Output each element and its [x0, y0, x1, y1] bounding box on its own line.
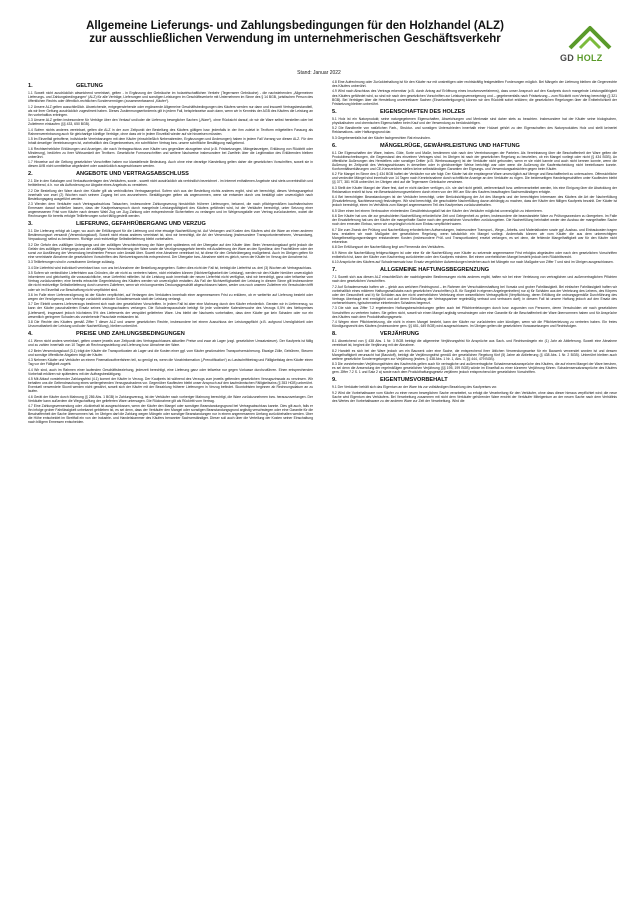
clause-paragraph: 4.1 Wenn nicht anders vereinbart, gelten unsere jeweils zum Zeitpunkt des Vertragsschlusses aktuellen Preise und zwar ab Lager (zzgl. gesetzlicher Umsatzsteuer). Der Kaufpreis ist fällig und zu zahlen innerhalb von 10 Tagen ab Rechnungsstellung und Lieferung bzw. Abnahme der Ware. — [28, 339, 313, 348]
clause-paragraph: 3.5 Sofern wir verbindliche Lieferfristen aus Gründen, die wir nicht zu vertreten haben, nicht einhalten können (Nichtverfügbarkeit der Leistung), werden wir den Käufer hierüber unverzüglich informieren und gleichzeitig die voraussichtliche, neue Lieferfrist mitteilen. Ist die Leistung auch innerhalb der neuen Lieferfrist nicht verfügbar, sind wir berechtigt, ganz oder teilweise vom Vertrag zurückzutreten; eine bereits erbrachte Gegenleistung des Käufers werden wir unverzüglich erstatten. Als Fall der Nichtverfügbarkeit der Leistung in diesem Sinne gilt insbesondere die nicht rechtzeitige Selbstbelieferung durch unseren Zulieferer, wenn wir ein kongruentes Deckungsgeschäft abgeschlossen haben, weder uns noch unseren Zulieferer ein Verschulden trifft oder wir im Einzelfall zur Beschaffung nicht verpflichtet sind. — [28, 271, 313, 292]
clause-paragraph: 9.1 Der Verkäufer behält sich das Eigentum an der Ware bis zur vollständigen Bezahlung des Kaufpreises vor. — [332, 385, 498, 390]
section-title: PREISE UND ZAHLUNGSBEDINGUNGEN — [76, 331, 185, 338]
section-title: GELTUNG — [76, 83, 103, 89]
clause-paragraph: 1.7 Hinweise auf die Geltung gesetzlicher Vorschriften haben nur klarstellende Bedeutung. Auch ohne eine derartige Klarstellung gelten daher die gesetzlichen Vorschriften, soweit sie in diesen AVB nicht unmittelbar abgeändert oder ausdrücklich ausgeschlossen werden. — [28, 160, 313, 169]
document-title — [40, 20, 550, 46]
clause-paragraph: 2.1 Die in den Katalogen und Verkaufsunterlagen des Verkäufers, sowie - soweit nicht ausdrücklich als verbindlich bezeichnet - im Internet enthaltenen Angebote sind stets unverbindlich und freibleibend, d.h. nur als Aufforderung zur Abgabe eines Angebots zu verstehen. — [28, 179, 313, 188]
logo-text-holz: HOLZ — [576, 53, 603, 63]
clause-paragraph: 3.4 Die Lieferfrist wird individuell vereinbart bzw. von uns bei Annahme der Bestellung angegeben. Sofern dies nicht der Fall ist, beträgt die Lieferfrist ca. drei (3) Wochen ab Vertragsschluss. — [28, 265, 312, 270]
section-heading — [332, 267, 617, 274]
revision-date: Stand: Januar 2022 — [297, 70, 341, 76]
clause-paragraph: 1.1 Soweit nicht ausdrücklich abweichend vereinbart, gelten - in Ergänzung der Gebräuche im holzwirtschaftlichen Verkehr (Tegernseer Gebräuche) - die nachstehenden „Allgemeinen Lieferungs- und Zahlungsbedingungen“ (ALZ) für alle Verträge, Lieferungen und sonstigen Leistungen im Geschäftsverkehr mit Unternehmen im Sinne des § 14 BGB, juristischen Person des öffentlichen Rechts oder öffentlich-rechtlichen Sondervermögen (zusammenfassend „Käufer“). — [28, 91, 313, 104]
section-number: 1. — [28, 83, 33, 89]
clause-paragraph: 6.6 Der Käufer hat uns die zur geschuldeten Nacherfüllung erforderliche Zeit und Gelegenheit zu geben, insbesondere die beanstandete Ware zu Prüfungszwecken zu übergeben. Im Falle der Ersatzlieferung hat uns der Käufer die mangelhafte Sache nach den gesetzlichen Vorschriften zurückzugeben. Die Nacherfüllung beinhaltet weder den Ausbau der mangelhaften Sache noch den erneuten Einbau, wenn wir ursprünglich nicht zum Einbau verpflichtet waren. — [332, 214, 617, 227]
left-text-column — [28, 80, 313, 895]
clause-paragraph: 4.6 Gerät der Käufer durch Mahnung (§ 286 Abs. 1 BGB) in Zahlungsverzug, ist der Verkäufer nach vorheriger Mahnung berechtigt, die Ware zurückzunehmen bzw. herauszuverlangen. Der Verkäufer kann außerdem die Wegschaffung der gelieferten Ware untersagen. Die Rücknahme gilt als Rücktritt vom Vertrag. — [28, 394, 313, 403]
clause-paragraph: 3.8 Die Rechte des Käufers gemäß Ziffer 7 dieser ALZ und unsere gesetzlichen Rechte, insbesondere bei einem Ausschluss der Leistungspflicht (z.B. aufgrund Unmöglichkeit oder Unzumutbarkeit der Leistung und/oder Nacherfüllung), bleiben unberührt. — [28, 320, 313, 329]
clause-paragraph: 8.2 Handelt es sich bei der Ware jedoch um ein Bauwerk oder eine Sache, die entsprechend ihrer üblichen Verwendungsweise für ein Bauwerk verwendet worden ist und dessen Mangelhaftigkeit verursacht hat (Baustoff), beträgt die Verjährungsfrist gemäß der gesetzlichen Regelung fünf (5) Jahre ab Ablieferung (§ 438 Abs. 1 Nr. 2 BGB). Unberührt bleiben auch weitere gesetzliche Sonderregelungen zur Verjährung (insbes. § 438 Abs. 1 Nr. 1, Abs. 3, §§ 444, 479 BGB). — [332, 348, 617, 361]
section-number: 5. — [332, 108, 337, 115]
clause-paragraph: 3.2 Die Gefahr des zufälligen Untergangs und der zufälligen Verschlechterung der Ware geht spätestens mit der Übergabe auf den Käufer über. Beim Versendungskauf geht jedoch die Gefahr des zufälligen Untergangs und der zufälligen Verschlechterung der Ware sowie die Verzögerungsgefahr bereits mit Auslieferung der Ware an den Spediteur, den Frachtführer oder der sonst zur Ausführung der Versendung bestimmten Person oder Anstalt über. Soweit eine Abnahme vereinbart ist, ist diese für den Gefahrübergang maßgebend. Auch im Übrigen gelten für eine vereinbarte Abnahme die gesetzlichen Vorschriften des Werkvertragsrechts entsprechend. Der Übergabe bzw. Abnahme steht es gleich, wenn der Käufer im Verzug der Annahme ist. — [28, 242, 313, 260]
clause-paragraph: 6.2 Für Mangel im Sinne des § 434 BGB haftet der Verkäufer nur wie folgt: Der Käufer hat die empfangene Ware unverzüglich auf Menge und Beschaffenheit zu untersuchen. Offensichtliche und verdeckte Mängel sind innerhalb von 14 Tagen nach Kenntnisnahme durch schriftliche Anzeige an den Verkäufer zu rügen. Die beiderseitigen Handelsgeschäften unter Kaufleuten bleibt §§ 377, 381 HGB unberührt. Im Übrigen wird auf die Tegernseer Gebräuche verwiesen. — [332, 172, 617, 185]
clause-paragraph: 1.4 Sofern nichts anderes vereinbart, gelten die ALZ in der zum Zeitpunkt der Bestellung des Käufers gültigen bzw. jedenfalls in der ihm zuletzt in Textform mitgeteilten Fassung als Rahmenvereinbarung auch für gleichartige künftige Verträge, ohne dass wir in jedem Einzelfall wieder auf sie hinweisen müssten. — [28, 127, 313, 136]
clause-paragraph: 3.3 Teillieferungen sind in zumutbarem Umfange zulässig. — [28, 260, 115, 265]
title-line-2: zur ausschließlichen Verwendung im unternehmerischen Geschäftsverkehr — [89, 33, 501, 45]
section-heading — [28, 331, 313, 338]
section-number: 8. — [332, 331, 337, 338]
clause-paragraph: 8.1 Abweichend von § 438 Abs. 1 Nr. 3 BGB beträgt die allgemeine Verjährungsfrist für Ansprüche aus Sach- und Rechtsmängeln ein (1) Jahr ab Ablieferung. Soweit eine Abnahme vereinbart ist, beginnt die Verjährung mit der Abnahme. — [332, 339, 617, 348]
clause-paragraph: 7.2 Auf Schadensersatz haften wir – gleich aus welchem Rechtsgrund – im Rahmen der Verschuldenshaftung bei Vorsatz und grober Fahrlässigkeit. Bei einfacher Fahrlässigkeit haften wir vorbehaltlich eines milderen Haftungsmaßstabs nach gesetzlichen Vorschriften (z.B. für Sorgfalt in eigenen Angelegenheiten) nur a) für Schäden aus der Verletzung des Lebens, des Körpers oder der Gesundheit und b) für Schäden aus der nicht unerheblichen Verletzung einer wesentlichen Vertragspflicht (Verpflichtung, deren Erfüllung die ordnungsgemäße Durchführung des Vertrags überhaupt erst ermöglicht und auf deren Einhaltung der Vertragspartner regelmäßig vertraut und vertrauen darf); in diesem Fall ist unsere Haftung jedoch auf den Ersatz des vorhersehbaren, typischerweise eintretenden Schadens begrenzt. — [332, 284, 617, 306]
section-number: 4. — [28, 331, 33, 338]
clause-paragraph: 5.1 Holz ist ein Naturprodukt; seine naturgegebenen Eigenschaften, Abweichungen und Merkmale sind daher stets zu beachten. Insbesondere hat der Käufer seine biologischen, physikalischen und chemischen Eigenschaften beim Kauf und der Verwendung zu berücksichtigen. — [332, 116, 617, 125]
section-title: VERJÄHRUNG — [380, 331, 420, 338]
clause-paragraph: 4.5 Mit Ablauf vorstehender Zahlungsfrist (4.1) kommt der Käufer in Verzug. Der Kaufpreis ist während des Verzugs zum jeweils geltenden gesetzlichen Verzugszinssatz zu verzinsen. Wir behalten uns die Geltendmachung eines weitergehenden Verzugsschadens vor. Gegenüber Kaufleuten bleibt unser Anspruch auf den kaufmännischen Fälligkeitszins (§ 353 HGB) unberührt. Eventuell verwendete Skonti werden nicht gewährt, soweit sich der Käufer mit der Bezahlung früherer Lieferungen in Verzug befindet. Skontofristen beginnen ab Rechnungsdatum an zu laufen. — [28, 377, 313, 394]
clause-paragraph: 1.5 Im Einzelfall getroffene, individuelle Vereinbarungen mit dem Käufer (einschließlich Nebenabreden, Ergänzungen und Änderungen) haben in jedem Fall Vorrang vor diesen ALZ. Für den Inhalt derartiger Vereinbarungen ist, vorbehaltlich des Gegenbeweises, ein schriftlicher Vertrag bzw. unsere schriftliche Bestätigung maßgebend. — [28, 137, 313, 146]
clause-paragraph: 6.10 Ansprüche des Käufers auf Schadensersatz bzw. Ersatz vergeblicher Aufwendungen bestehen auch bei Mängeln nur nach Maßgabe von Ziffer 7 und sind im Übrigen ausgeschlossen. — [332, 260, 614, 265]
clause-paragraph: 3.7 Der Eintritt unseres Lieferverzugs bestimmt sich nach den gesetzlichen Vorschriften. In jedem Fall ist aber eine Mahnung durch den Käufer erforderlich. Geraten wir in Lieferverzug, so kann der Käufer pauschalierten Ersatz seines Verzugsschadens verlangen. Die Schadenspauschale beträgt für jede vollendete Kalenderwoche des Verzugs 0,5% des Nettopreises (Lieferwert), insgesamt jedoch höchstens 5% des Lieferwerts der verspätet gelieferten Ware. Uns bleibt der Nachweis vorbehalten, dass dem Käufer gar kein Schaden oder nur ein wesentlich geringerer Schaden als vorstehende Pauschale entstanden ist. — [28, 302, 313, 319]
clause-paragraph: 2.2 Die Bestellung der Ware durch den Käufer gilt als verbindliches Vertragsangebot. Sofern sich aus der Bestellung nichts anderes ergibt, sind wir berechtigt, dieses Vertragsangebot innerhalb von zwei (2) Wochen nach seinem Zugang bei uns anzunehmen. Bestätigungen gelten als angenommen, wenn sie entweder durch uns bestätigt oder unverzüglich nach Bestellungsgang ausgeführt werden. — [28, 188, 313, 201]
clause-paragraph: 6.8 Der Erfüllungsort der Nacherfüllung liegt am Firmensitz des Verkäufers. — [332, 245, 445, 250]
clause-paragraph: 6.3 Stellt der Käufer Mangel der Ware fest, darf er nicht darüber verfügen, d.h. sie darf nicht geteilt, weiterverkauft bzw. weiterverarbeitet werden, bis eine Einigung über die Abwicklung der Reklamation erzielt ist bzw. ein Beweissicherungsverfahren durch einen von der IHK am Sitz des Kaufers beauftragten Sachverständigen erfolgte. — [332, 185, 617, 194]
tree-roof-icon — [568, 22, 612, 52]
section-heading — [332, 377, 617, 384]
clause-paragraph: 6.9 Wenn die Nacherfüllung fehlgeschlagen ist oder eine für die Nacherfüllung vom Käufer zu setzende angemessene Frist erfolglos abgelaufen oder nach den gesetzlichen Vorschriften entbehrlich ist, kann der Käufer vom Kaufvertrag zurücktreten oder den Kaufpreis mindern. Bei einem unerheblichen Mangel besteht jedoch kein Rücktrittsrecht. — [332, 250, 617, 259]
clause-paragraph: 4.2 Beim Versendungskauf (3.1) trägt der Käufer die Transportkosten ab Lager und die Kosten einer ggf. vom Käufer gewünschten Transportversicherung. Etwaige Zölle, Gebühren, Steuern und sonstige öffentliche Abgaben trägt der Käufer. — [28, 348, 313, 357]
right-text-column — [332, 80, 617, 895]
section-title: ANGEBOTE UND VERTRAGSABSCHLUSS — [76, 171, 189, 178]
section-heading — [28, 171, 313, 178]
logo-text-gd: GD — [560, 53, 577, 63]
title-line-1: Allgemeine Lieferungs- und Zahlungsbedingungen für den Holzhandel (ALZ) — [86, 20, 504, 32]
clause-paragraph: 6.4 Bei berechtigten Beanstandungen ist der Verkäufer berechtigt, unter Berücksichtigung der Art des Mangels und der berechtigten Interessen des Käufers die Art der Nacherfüllung (Ersatzlieferung, Nachbesserung) festzulegen. Wir sind berechtigt, die geschuldete Nacherfüllung davon abhängig zu machen, dass der Käufer den fälligen Kaufpreis bezahlt. Der Käufer ist jedoch berechtigt, einen im Verhältnis zum Mangel angemessenen Teil des Kaufpreises zurückzubehalten. — [332, 195, 617, 208]
clause-paragraph: 6.5 Über einen bei einem Verbraucher eintretenden Gewährleistungsfall hat der Käufer den Verkäufer möglichst unverzüglich zu informieren. — [332, 208, 543, 213]
clause-paragraph: 7.1 Soweit sich aus diesen ALZ einschließlich der nachfolgenden Bestimmungen nichts anderes ergibt, haften wir bei einer Verletzung von vertraglichen und außervertraglichen Pflichten nach den gesetzlichen Vorschriften. — [332, 275, 617, 284]
clause-paragraph: 4.9 Wird nach Abschluss des Vertrags erkennbar (z.B. durch Antrag auf Eröffnung eines Insolvenzverfahrens), dass unser Anspruch auf den Kaufpreis durch mangelnde Leistungsfähigkeit des Käufers gefährdet wird, so sind wir nach den gesetzlichen Vorschriften zur Leistungsverweigerung und – gegebenenfalls nach Fristsetzung – zum Rücktritt vom Vertrag berechtigt (§ 321 BGB). Bei Verträgen über die Herstellung unvertretbarer Sachen (Einzelanfertigungen) können wir den Rücktritt sofort erklären; die gesetzlichen Regelungen über die Entbehrlichkeit der Fristsetzung bleiben unberührt. — [332, 89, 617, 106]
section-title: LIEFERUNG, GEFAHRÜBERGANG UND VERZUG — [76, 221, 206, 228]
section-heading — [332, 331, 617, 338]
clause-paragraph: 5.2 Die Bandbreite von natürlichen Farb-, Struktur- und sonstigen Unterschieden innerhalb einer Holzart gehört zu den Eigenschaften des Naturproduktes Holz und stellt keinerlei Reklamations- oder Haftungsgrund dar. — [332, 126, 617, 135]
section-title: EIGENSCHAFTEN DES HOLZES — [380, 108, 466, 115]
section-title: ALLGEMEINE HAFTUNGSBEGRENZUNG — [380, 267, 490, 274]
clause-paragraph: 4.8 Eine Aufrechnung oder Zurückbehaltung ist für den Käufer nur mit unstreitigen oder rechtskräftig festgestellten Forderungen möglich. Bei Mängeln der Lieferung bleiben die Gegenrechte des Käufers unberührt. — [332, 80, 617, 89]
clause-paragraph: 8.3 Die vorstehenden Verjährungsfristen des Kaufrechts gelten auch für vertragliche und außervertragliche Schadensersatzansprüche des Käufers, die auf einem Mangel der Ware beruhen, es sei denn die Anwendung der regelmäßigen gesetzlichen Verjährung (§§ 195, 199 BGB) würde im Einzelfall zu einer kürzeren Verjährung führen. Schadensersatzansprüche des Käufers gem. Ziffer 7.2 S. 1 und Satz 2 a) sowie nach dem Produkthaftungsgesetz verjähren jedoch entsprechend der gesetzlichen Vorschriften. — [332, 362, 617, 375]
clause-paragraph: 7.4 Wegen einer Pflichtverletzung, die nicht in einem Mangel besteht, kann der Käufer nur zurücktreten oder kündigen, wenn wir die Pflichtverletzung zu vertreten haben. Ein freies Kündigungsrecht des Käufers (insbesondere gem. §§ 651, 649 BGB) wird ausgeschlossen. Im Übrigen gelten die gesetzlichen Voraussetzungen und Rechtsfolgen. — [332, 320, 617, 329]
clause-paragraph: 7.3 Die sich aus Ziffer 7.2 ergebenden Haftungsbeschränkungen gelten auch bei Pflichtverletzungen durch bzw. zugunsten von Personen, deren Verschulden wir nach gesetzlichen Vorschriften zu vertreten haben. Sie gelten nicht, soweit wir einen Mangel arglistig verschwiegen oder eine Garantie für die Beschaffenheit der Ware übernommen haben und für Ansprüche des Käufers nach dem Produkthaftungsgesetz. — [332, 306, 617, 319]
clause-paragraph: 1.3 Unsere ALZ gelten insbesondere für Verträge über den Verkauf und/oder die Lieferung beweglicher Sachen („Ware“), ohne Rücksicht darauf, ob wir die Ware selbst herstellen oder bei Zulieferern einkaufen (§§ 433, 650 BGB). — [28, 118, 313, 127]
section-heading — [332, 109, 617, 116]
clause-paragraph: 9.2 Wird die Vorbehaltsware vom Käufer zu einer neuen beweglichen Sache verarbeitet, so erfolgt die Verarbeitung für den Verkäufer, ohne dass dieser hieraus verpflichtet wird; die neue Sache wird Eigentum des Verkäufers. Bei Verarbeitung zusammen mit nicht dem Verkäufer gehörender Ware erwirbt der Verkäufer Miteigentum an der neuen Sache nach dem Verhältnis des Wertes der Vorbehaltsware zu der anderen Ware zur Zeit der Verarbeitung. Wird die — [332, 390, 617, 403]
clause-paragraph: 4.4 Wir sind, auch im Rahmen einer laufenden Geschäftsbeziehung, jederzeit berechtigt, eine Lieferung ganz oder teilweise nur gegen Vorkasse durchzuführen. Einen entsprechenden Vorbehalt erklären wir spätestens mit der Auftragsbestätigung. — [28, 367, 313, 376]
clause-paragraph: 6.1 Die Eigenschaften der Ware, insbes. Güte, Sorte und Maße, bestimmen sich nach den Vereinbarungen der Parteien. Als Vereinbarung über die Beschaffenheit der Ware gelten die Produktbeschreibungen, die Gegenstand des einzelnen Vertrages sind. Im Übrigen ist nach der gesetzlichen Regelung zu beurteilen, ob ein Mangel vorliegt oder nicht (§ 434 BGB). An öffentliche Äußerungen des Herstellers oder sonstiger Dritter (z.B. Werbeaussagen) ist der Verkäufer nicht gebunden, wenn er sie nicht kannte und auch nicht kennen konnte, wenn die Äußerung im Zeitpunkt des Vertragsschlusses in derselben oder in gleichwertiger Weise berichtigt war oder wenn die Äußerung die Kaufentscheidung nicht beeinflussen konnte. Konformitätserklärungen und CE-Kennzeichen stellen keine selbstständigen Garantien der Eignungs- und Verwendungsabsichten gegen beim Käufer. — [332, 150, 617, 171]
section-number: 6. — [332, 142, 337, 149]
clause-paragraph: 6.7 Die zum Zweck der Prüfung und Nacherfüllung erforderlichen Aufwendungen, insbesondere Transport-, Wege-, Arbeits- und Materialkosten sowie ggf. Ausbau- und Einbaukosten tragen bzw. erstatten wir nach Maßgabe der gesetzlichen Regelung, wenn tatsächlich ein Mangel vorliegt. Andernfalls können wir vom Käufer die aus dem unberechtigten Mangelbeseitigungsverlangen entstandenen Kosten (insbesondere Prüf- und Transportkosten) ersetzt verlangen, es sei denn, die fehlende Mangelhaftigkeit war für den Käufer nicht erkennbar. — [332, 227, 617, 244]
clause-paragraph: 1.2 Unsere ALZ gelten ausschließlich. Abweichende, entgegenstehende oder ergänzende Allgemeine Geschäftsbedingungen des Käufers werden nur dann und insoweit Vertragsbestandteil, als wir ihrer Geltung ausdrücklich zugestimmt haben. Dieses Zustimmungserfordernis gilt in jedem Fall, beispielsweise auch dann, wenn wir in Kenntnis der AGB des Käufers die Leistung an ihn vorbehaltlos erbringen. — [28, 104, 313, 117]
section-number: 3. — [28, 221, 33, 228]
clause-paragraph: 1.6 Rechtserhebliche Erklärungen und Anzeigen, die nach Vertragsschluss vom Käufer uns gegenüber abzugeben sind (z.B. Fristsetzungen, Mängelanzeigen, Erklärung von Rücktritt oder Minderung), bedürfen zu ihrer Wirksamkeit der Textform. Gesetzliche Formvorschriften und weitere Nachweise insbesondere bei Zweifeln über die Legitimation des Erklärenden bleiben unberührt. — [28, 146, 313, 159]
section-heading — [332, 143, 617, 150]
section-title: EIGENTUMSVORBEHALT — [380, 377, 448, 384]
clause-paragraph: 5.3 Gegebenenfalls hat der Käufer fachgerechten Rat einzuholen. — [332, 135, 431, 140]
section-number: 7. — [332, 267, 337, 274]
clause-paragraph: 4.7 Eine Zahlungsverwendung oder -rückbehalt ist ausgeschlossen, wenn der Käufer den Mangel oder sonstigen Beanstandungsgrund bei Vertragsabschluss kannte. Dies gilt auch, falls er ihn infolge grober Fahrlässigkeit unbekannt geblieben ist, es sei denn, dass der Verkäufer den Mangel oder sonstigen Beanstandungsgrund arglistig verschwiegen oder eine Garantie für die Beschaffenheit der Sache übernommen hat. Im Übrigen darf die Zahlung wegen Mängeln oder sonstiger Beanstandungen nur in einem angemessenen Umfang zurückbehalten werden. Über die Höhe entscheidet im Streitfall ein von der Industrie- und Handelskammer des Käufers benannter Sachverständiger. Dieser soll auch über die Verteilung der Kosten seiner Einschaltung nach billigem Ermessen entscheiden. — [28, 404, 313, 425]
clause-paragraph: 4.3 Nehmen Käufer und Verkäufer an einem Finematicsoftverfahren teil, so genügt es, wenn die Vorabinformation („Prenotification“) zu Lastschriftbetrag und Fälligkeitstag dem Käufer einen Tag vor der Fälligkeit zugeht. — [28, 358, 313, 367]
gd-holz-logo — [560, 22, 620, 72]
logo-wordmark — [560, 53, 620, 63]
clause-paragraph: 3.6 Im Falle einer Lieferverzögerung ist der Käufer verpflichtet, auf Verlangen des Verkäufers innerhalb einer angemessenen Frist zu erklären, ob er weiterhin auf Lieferung besteht oder wegen der Verzögerung vom Vertrage zurücktritt und/oder Schadensersatz statt der Leistung verlangt. — [28, 292, 313, 301]
clause-paragraph: 3.1 Die Lieferung erfolgt ab Lager, wo auch der Erfüllungsort für die Lieferung und eine etwaige Nacherfüllung ist. Auf Verlangen und Kosten des Käufers wird die Ware an einen anderen Bestimmungsort versandt (Versendungskauf). Soweit nicht etwas anderes vereinbart ist, sind wir berechtigt, die Art der Versendung (insbesondere Transportunternehmen, Versandweg, Verpackung) selbst zu bestimmen. Richtige und rechtzeitige Selbstbelieferung bleibt vorbehalten. — [28, 229, 313, 242]
section-heading — [28, 221, 313, 228]
section-number: 2. — [28, 171, 33, 178]
section-heading — [28, 83, 313, 90]
section-number: 9. — [332, 377, 337, 384]
section-title: MÄNGELRÜGE, GEWÄHRLEISTUNG UND HAFTUNG — [380, 142, 520, 149]
clause-paragraph: 2.3 Werden dem Verkäufer nach Vertragsabschluss Tatsachen, insbesondere Zahlungsverzug hinsichtlich früherer Lieferungen, bekannt, die nach pflichtgemäßem kaufmännischen Ermessen darauf schließen lassen, dass der Kaufpreisanspruch durch mangelnde Leistungsfähigkeit des Käufers gefährdet wird, ist der Verkäufer berechtigt, unter Setzung einer angemessenen Frist vom Käufer nach dessen Wahl Zug um Zug Zahlung oder entsprechende Sicherheiten zu verlangen und im Weigerungsfalle vom Vertrag zurückzutreten, wobei die Rechnungen für bereits erfolgte Teillieferungen sofort fällig gestellt werden. — [28, 202, 313, 219]
